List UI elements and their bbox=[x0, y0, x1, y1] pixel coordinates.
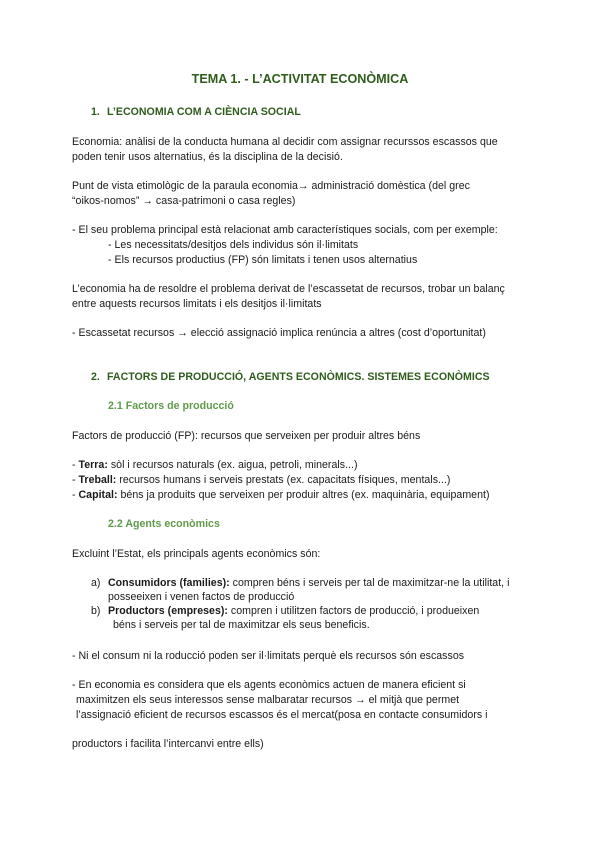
agent-text: compren i utilitzen factors de producció, i produeixen bbox=[227, 605, 480, 617]
subsection-2-2-heading: 2.2 Agents econòmics bbox=[108, 518, 220, 530]
dash: - bbox=[72, 459, 79, 471]
factor-label: Capital: bbox=[78, 489, 118, 501]
factor-label: Treball: bbox=[78, 474, 117, 486]
paragraph-line: “oikos-nomos” → casa-patrimoni o casa regles) bbox=[72, 195, 296, 207]
section-1-number: 1. bbox=[91, 106, 100, 118]
dash: - bbox=[72, 489, 79, 501]
bullet-item: - Els recursos productius (FP) són limitats i tenen usos alternatius bbox=[108, 254, 418, 266]
list-marker-b: b) bbox=[91, 605, 101, 617]
section-1-heading bbox=[91, 106, 301, 119]
factor-text: sòl i recursos naturals (ex. aigua, petroli, minerals...) bbox=[107, 459, 358, 471]
paragraph-line: - El seu problema principal està relacionat amb característiques socials, com per exemple: bbox=[72, 224, 498, 236]
paragraph-line: L’economia ha de resoldre el problema derivat de l’escassetat de recursos, trobar un balanç bbox=[72, 283, 505, 295]
section-1-title: L’ECONOMIA COM A CIÈNCIA SOCIAL bbox=[107, 106, 301, 118]
page-title: TEMA 1. - L’ACTIVITAT ECONÒMICA bbox=[191, 72, 409, 86]
subsection-2-1-heading: 2.1 Factors de producció bbox=[108, 400, 234, 412]
paragraph-line: - Ni el consum ni la roducció poden ser il·limitats perquè els recursos són escassos bbox=[72, 650, 465, 662]
section-2-heading bbox=[91, 371, 490, 384]
agent-label: Consumidors (families): bbox=[108, 577, 230, 589]
section-2-title: FACTORS DE PRODUCCIÓ, AGENTS ECONÒMICS. SISTEMES ECONÒMICS bbox=[107, 371, 490, 383]
bullet-item: - Les necessitats/desitjos dels individus són il·limitats bbox=[108, 239, 359, 251]
agent-item-productors bbox=[108, 605, 479, 618]
factor-item-capital bbox=[72, 489, 490, 502]
paragraph-line: Excluint l’Estat, els principals agents econòmics són: bbox=[72, 548, 321, 560]
factor-label: Terra: bbox=[78, 459, 108, 471]
agent-text: compren béns i serveis per tal de maximitzar-ne la utilitat, i bbox=[229, 577, 510, 589]
factor-text: recursos humans i serveis prestats (ex. capacitats físiques, mentals...) bbox=[116, 474, 451, 486]
factor-item-terra bbox=[72, 459, 358, 472]
paragraph-line: Factors de producció (FP): recursos que serveixen per produir altres béns bbox=[72, 430, 421, 442]
section-2-number: 2. bbox=[91, 371, 100, 383]
agent-item-continuation: béns i serveis per tal de maximitzar els seus beneficis. bbox=[113, 619, 370, 631]
paragraph-line: maximitzen els seus interessos sense malbaratar recursos → el mitjà que permet bbox=[76, 694, 460, 706]
factor-text: béns ja produits que serveixen per produir altres (ex. maquinària, equipament) bbox=[117, 489, 490, 501]
agent-item-continuation: posseeixen i venen factos de producció bbox=[108, 591, 295, 603]
paragraph-line: Punt de vista etimològic de la paraula economia→ administració domèstica (del grec bbox=[72, 180, 470, 192]
paragraph-line: Economia: anàlisi de la conducta humana al decidir com assignar recurssos escassos que bbox=[72, 136, 498, 148]
agent-label: Productors (empreses): bbox=[108, 605, 228, 617]
paragraph-line: - En economia es considera que els agents econòmics actuen de manera eficient si bbox=[72, 679, 466, 691]
list-marker-a: a) bbox=[91, 577, 101, 589]
dash: - bbox=[72, 474, 79, 486]
paragraph-line: l’assignació eficient de recursos escassos és el mercat(posa en contacte consumidors i bbox=[76, 709, 488, 721]
paragraph-line: - Escassetat recursos → elecció assignació implica renúncia a altres (cost d’oportunitat) bbox=[72, 327, 486, 339]
paragraph-line: poden tenir usos alternatius, és la disciplina de la decisió. bbox=[72, 151, 343, 163]
paragraph-line: entre aquests recursos limitats i els desitjos il·limitats bbox=[72, 298, 322, 310]
factor-item-treball bbox=[72, 474, 450, 487]
agent-item-consumidors bbox=[108, 577, 509, 590]
paragraph-line: productors i facilita l’intercanvi entre ells) bbox=[72, 738, 264, 750]
